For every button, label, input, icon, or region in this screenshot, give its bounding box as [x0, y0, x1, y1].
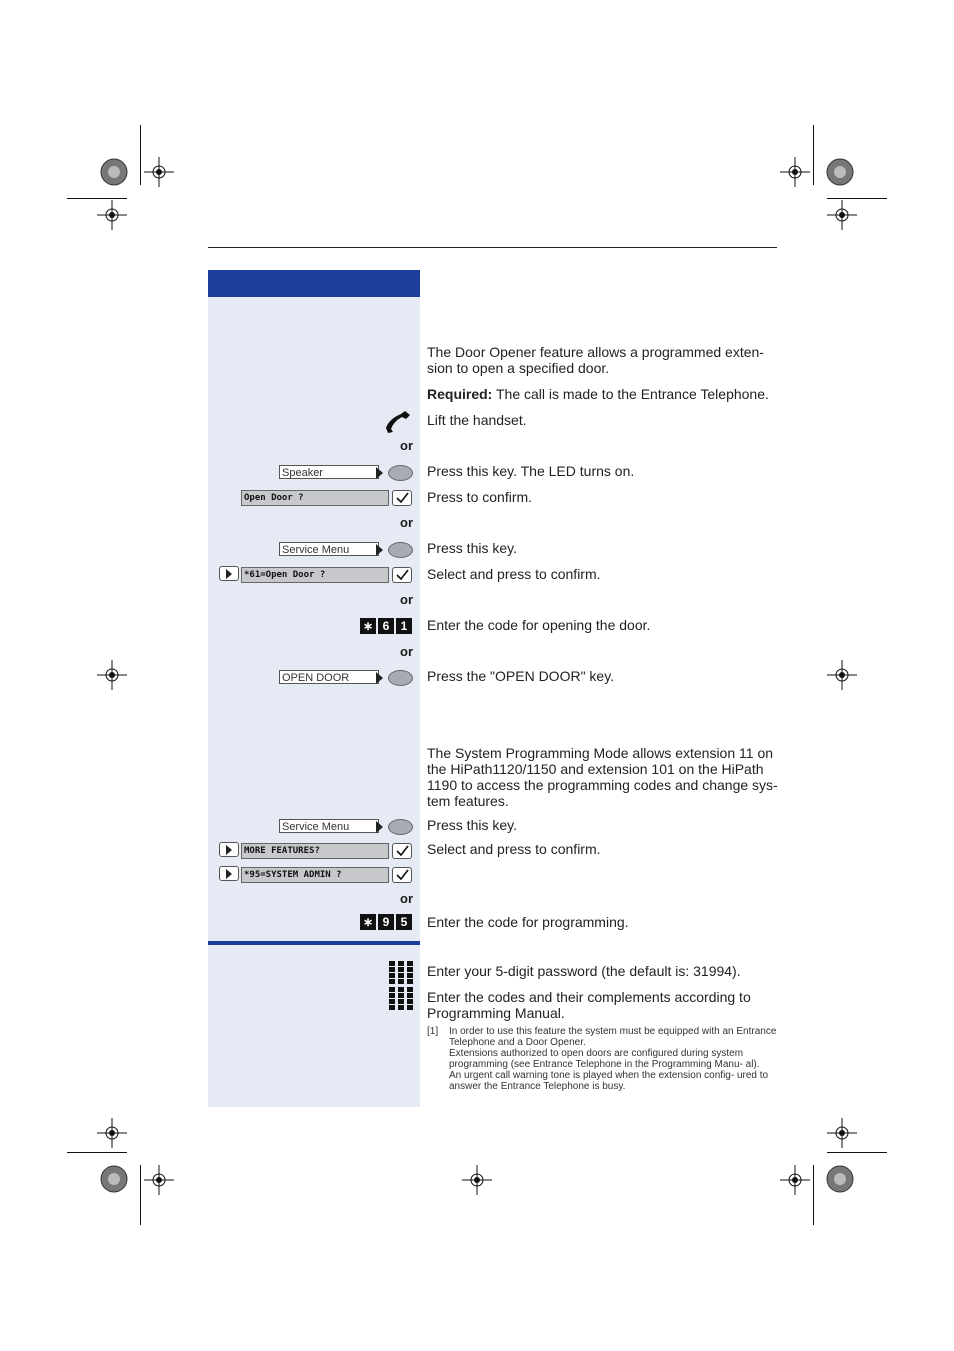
open-door-key[interactable] [279, 670, 379, 684]
registration-mark-icon [462, 1165, 492, 1195]
service-menu-key[interactable] [279, 819, 379, 833]
speaker-key-label: Speaker [282, 467, 323, 479]
checkmark-icon [396, 492, 409, 504]
service-menu-key-label: Service Menu [282, 821, 350, 833]
footnote-number: [1] [427, 1026, 439, 1037]
registration-mark-icon [827, 660, 857, 690]
service-menu-button[interactable] [388, 819, 413, 835]
enter-codes-text: Enter the codes and their complements according to Programming Manual. [427, 989, 751, 1021]
dial-key-9[interactable]: 9 [378, 914, 394, 930]
handset-icon [383, 409, 413, 433]
crop-mark [827, 1152, 887, 1153]
required-text: The call is made to the Entrance Telephone. [492, 386, 769, 402]
registration-mark-icon [827, 1118, 857, 1148]
checkmark-icon [396, 569, 409, 581]
registration-mark-icon [780, 1165, 810, 1195]
section-header-bar [208, 270, 420, 298]
registration-mark-icon [97, 1118, 127, 1148]
dial-key-star[interactable]: ∗ [360, 914, 376, 930]
footnote-line: An urgent call warning tone is played when the extension config- ured to answer the Entrance Telephone is busy. [449, 1070, 769, 1092]
open-door-key-label: OPEN DOOR [282, 672, 350, 684]
press-confirm-text: Press to confirm. [427, 489, 533, 505]
section-divider [208, 941, 420, 945]
registration-mark-icon [97, 200, 127, 230]
select-confirm-text: Select and press to confirm. [427, 566, 601, 582]
crop-mark [140, 1165, 141, 1225]
press-open-door-text: Press the "OPEN DOOR" key. [427, 668, 615, 684]
enter-password-text: Enter your 5-digit password (the default is: 31994). [427, 963, 741, 979]
confirm-button[interactable] [392, 843, 412, 859]
service-menu-key-label: Service Menu [282, 544, 350, 556]
registration-mark-icon [827, 200, 857, 230]
registration-mark-icon [98, 156, 130, 188]
footnote-line: Extensions authorized to open doors are configured during system programming (see Entrance Telephone in the Programming Manu- al). [449, 1048, 760, 1070]
dial-key-1[interactable]: 1 [396, 618, 412, 634]
registration-mark-icon [824, 1163, 856, 1195]
registration-mark-icon [824, 156, 856, 188]
confirm-button[interactable] [392, 490, 412, 506]
enter-code-door-text: Enter the code for opening the door. [427, 617, 651, 633]
display-95-system-admin: *95=SYSTEM ADMIN ? [241, 867, 389, 883]
scroll-arrow-button[interactable] [219, 566, 239, 581]
select-confirm-text: Select and press to confirm. [427, 841, 601, 857]
header-rule [208, 247, 777, 248]
checkmark-icon [396, 869, 409, 881]
or-label: or [400, 592, 413, 607]
or-label: or [400, 644, 413, 659]
dial-key-6[interactable]: 6 [378, 618, 394, 634]
confirm-button[interactable] [392, 567, 412, 583]
press-this-key-text: Press this key. [427, 817, 517, 833]
or-label: or [400, 891, 413, 906]
scroll-arrow-icon [226, 869, 232, 879]
press-key-led-text: Press this key. The LED turns on. [427, 463, 635, 479]
scroll-arrow-button[interactable] [219, 842, 239, 857]
system-programming-intro: The System Programming Mode allows extension 11 on the HiPath1120/1150 and extension 101 on the HiPath 1190 to access the programming codes and change sys- tem features. [427, 745, 778, 809]
crop-mark [813, 1165, 814, 1225]
enter-code-prog-text: Enter the code for programming. [427, 914, 629, 930]
registration-mark-icon [780, 157, 810, 187]
scroll-arrow-icon [226, 845, 232, 855]
or-label: or [400, 515, 413, 530]
keypad-icon [389, 961, 413, 985]
door-opener-intro: The Door Opener feature allows a programmed exten- sion to open a specified door. [427, 344, 764, 376]
dial-key-star[interactable]: ∗ [360, 618, 376, 634]
crop-mark [827, 198, 887, 199]
confirm-button[interactable] [392, 867, 412, 883]
registration-mark-icon [144, 157, 174, 187]
crop-mark [140, 125, 141, 185]
dial-key-5[interactable]: 5 [396, 914, 412, 930]
footnote-line: In order to use this feature the system must be equipped with an Entrance Telephone and a Door Opener. [449, 1026, 777, 1048]
crop-mark [813, 125, 814, 185]
required-label: Required: [427, 386, 493, 402]
crop-mark [67, 198, 127, 199]
scroll-arrow-button[interactable] [219, 866, 239, 881]
registration-mark-icon [98, 1163, 130, 1195]
open-door-button[interactable] [388, 670, 413, 686]
display-open-door: Open Door ? [241, 490, 389, 506]
or-label: or [400, 438, 413, 453]
crop-mark [67, 1152, 127, 1153]
keypad-icon [389, 987, 413, 1011]
required-note [427, 386, 779, 402]
scroll-arrow-icon [226, 569, 232, 579]
checkmark-icon [396, 845, 409, 857]
speaker-key[interactable] [279, 465, 379, 479]
display-more-features: MORE FEATURES? [241, 843, 389, 859]
lift-handset-text: Lift the handset. [427, 412, 527, 428]
registration-mark-icon [144, 1165, 174, 1195]
registration-mark-icon [97, 660, 127, 690]
service-menu-button[interactable] [388, 542, 413, 558]
speaker-button[interactable] [388, 465, 413, 481]
service-menu-key[interactable] [279, 542, 379, 556]
press-this-key-text: Press this key. [427, 540, 517, 556]
display-61-open-door: *61=Open Door ? [241, 567, 389, 583]
